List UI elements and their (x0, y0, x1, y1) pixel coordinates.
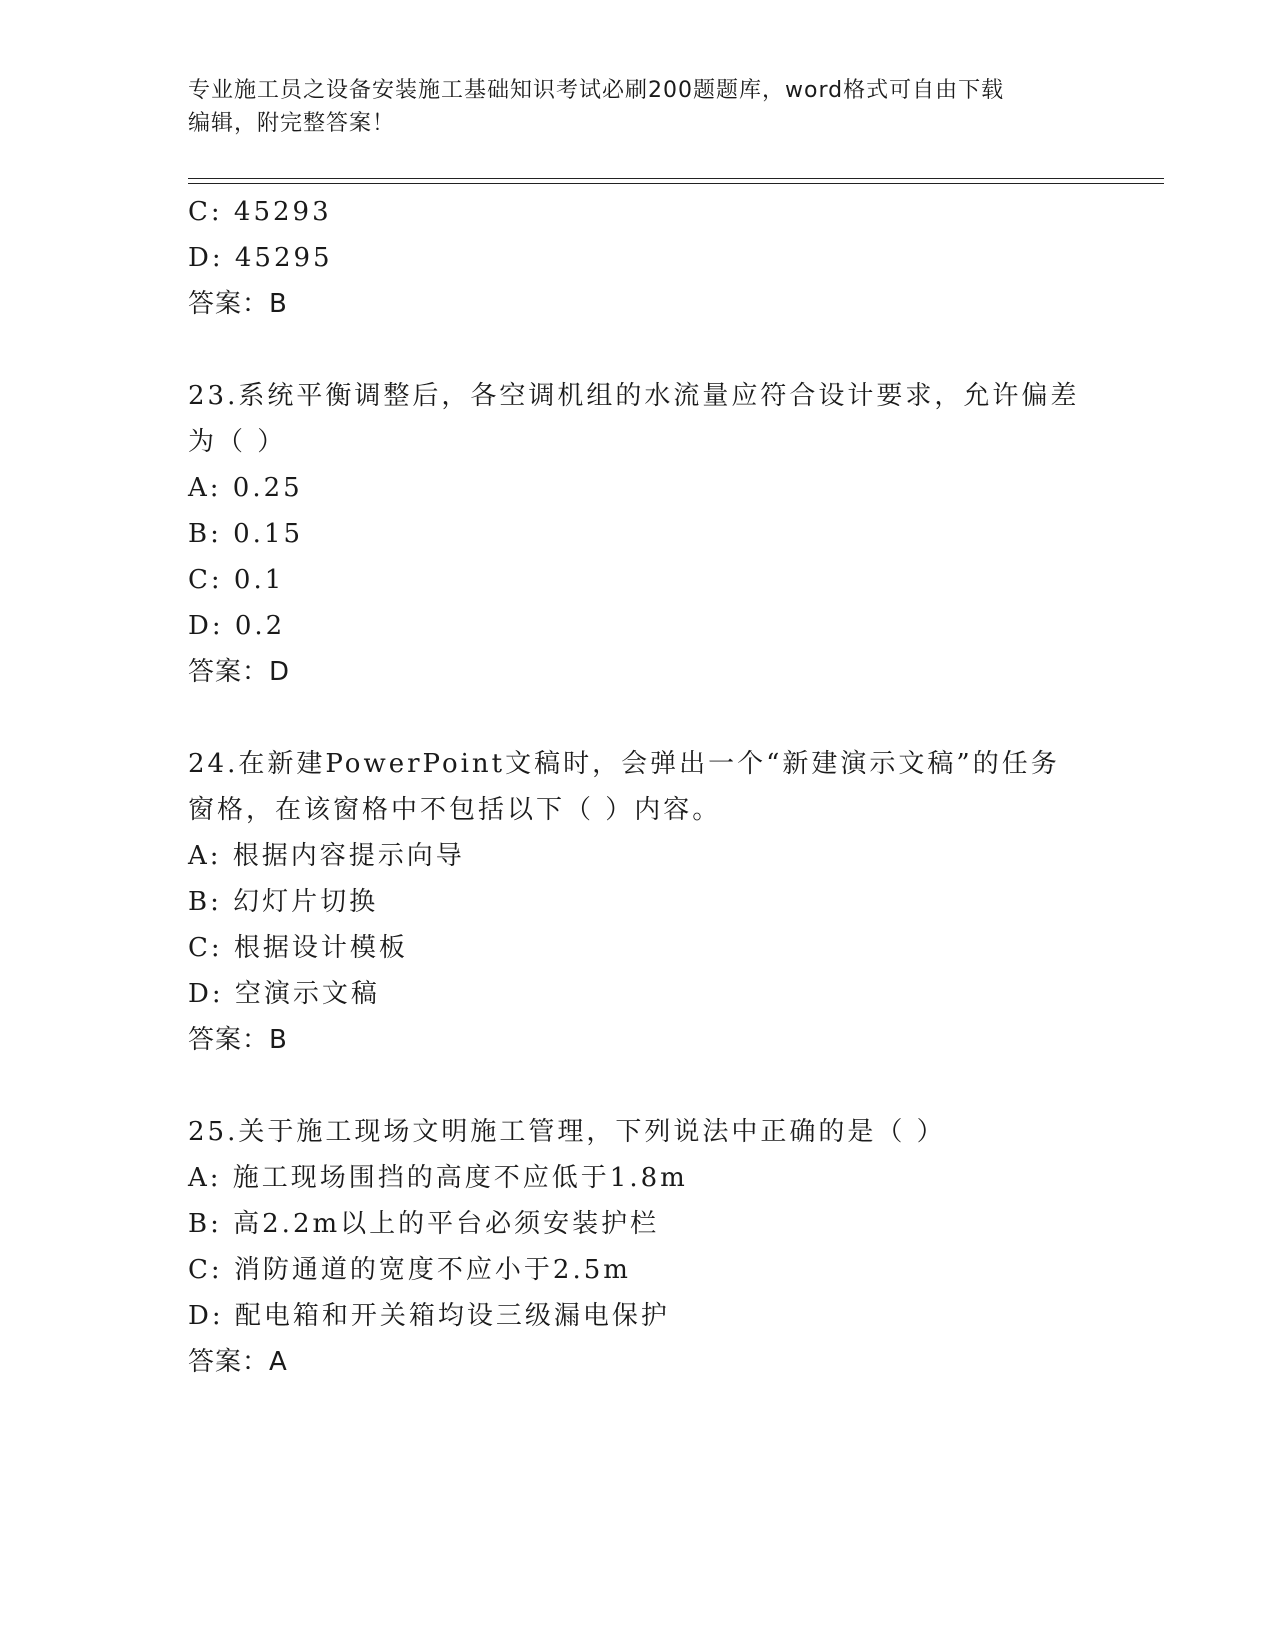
question-block (188, 373, 1088, 695)
header-divider-bottom (188, 183, 1164, 184)
prev-question-option-c: C: 45293 (188, 197, 332, 227)
question-answer: 答案：D (188, 657, 291, 687)
prev-question-option-d: D: 45295 (188, 243, 333, 273)
question-answer: 答案：B (188, 1025, 288, 1055)
question-stem-line-2: 窗格，在该窗格中不包括以下（ ）内容。 (188, 795, 722, 825)
question-option-b: B: 高2.2m以上的平台必须安装护栏 (188, 1209, 660, 1239)
header-title-line-1: 专业施工员之设备安装施工基础知识考试必刷200题题库，word格式可自由下载 (188, 78, 1005, 103)
question-gap (188, 695, 1088, 741)
question-option-a: A: 根据内容提示向导 (188, 841, 465, 871)
question-answer: 答案：A (188, 1347, 288, 1377)
question-option-b: B: 幻灯片切换 (188, 887, 379, 917)
header-title-line-2: 编辑，附完整答案！ (188, 111, 396, 136)
question-gap (188, 327, 1088, 373)
document-header (188, 74, 1088, 140)
question-block (188, 1109, 1088, 1385)
question-option-c: C: 0.1 (188, 565, 285, 595)
question-option-c: C: 根据设计模板 (188, 933, 408, 963)
question-option-a: A: 施工现场围挡的高度不应低于1.8m (188, 1163, 688, 1193)
question-gap (188, 1063, 1088, 1109)
question-stem-line-1: 25.关于施工现场文明施工管理，下列说法中正确的是（ ） (188, 1117, 946, 1147)
question-option-d: D: 配电箱和开关箱均设三级漏电保护 (188, 1301, 670, 1331)
question-stem-line-1: 24.在新建PowerPoint文稿时，会弹出一个“新建演示文稿”的任务 (188, 749, 1060, 779)
question-option-d: D: 空演示文稿 (188, 979, 380, 1009)
question-option-c: C: 消防通道的宽度不应小于2.5m (188, 1255, 631, 1285)
prev-question-answer: 答案：B (188, 289, 288, 319)
question-option-b: B: 0.15 (188, 519, 304, 549)
question-stem-line-2: 为（ ） (188, 427, 287, 457)
question-block (188, 741, 1088, 1063)
header-divider-top (188, 178, 1164, 179)
question-content (188, 189, 1088, 1385)
question-option-d: D: 0.2 (188, 611, 286, 641)
question-stem-line-1: 23.系统平衡调整后，各空调机组的水流量应符合设计要求，允许偏差 (188, 381, 1080, 411)
question-option-a: A: 0.25 (188, 473, 303, 503)
